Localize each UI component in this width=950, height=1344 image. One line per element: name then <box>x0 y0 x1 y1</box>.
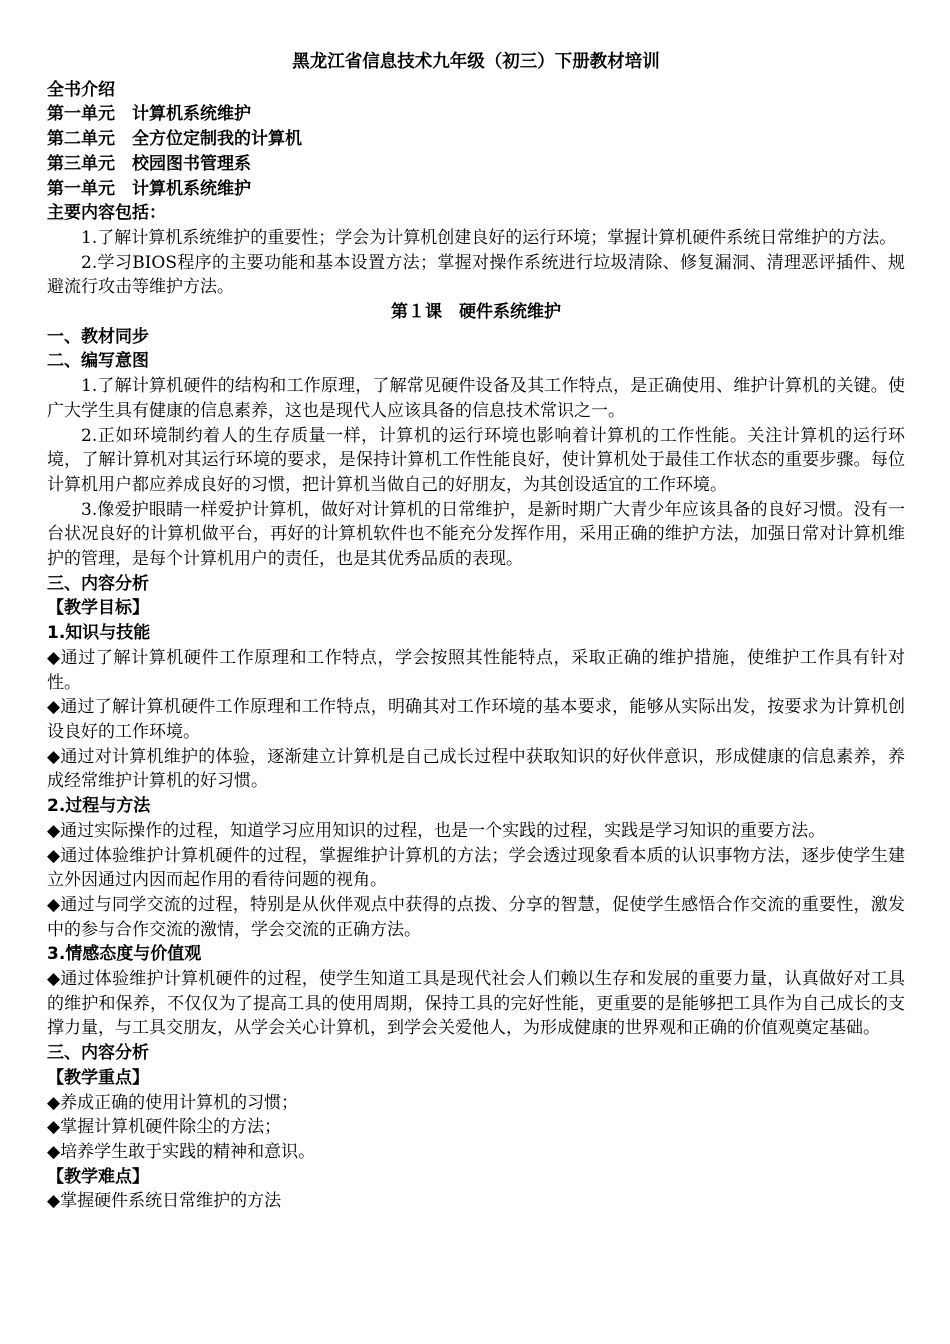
goals-heading: 【教学目标】 <box>47 598 149 619</box>
key-point-item: ◆培养学生敢于实践的精神和意识。 <box>47 1141 316 1162</box>
intent-paragraph-2: 2.正如环境制约着人的生存质量一样，计算机的运行环境也影响着计算机的工作性能。关注计算机的运行环境，了解计算机对其运行环境的要求，是保持计算机工作性能良好，使计算机处于最佳工作状态的重要步骤。每位计算机用户都应养成良好的习惯，把计算机当做自己的好朋友，为其创设适宜的工作环境。 <box>47 425 905 495</box>
intro-heading: 全书介绍 <box>47 79 115 100</box>
goal2-item: ◆通过与同学交流的过程，特别是从伙伴观点中获得的点拨、分享的智慧，促使学生感悟合作交流的重要性，激发中的参与合作交流的激情，学会交流的正确方法。 <box>47 894 905 940</box>
unit-line-1: 第一单元 计算机系统维护 <box>47 104 251 125</box>
goal3-heading: 3.情感态度与价值观 <box>47 944 202 965</box>
key-point-item: ◆养成正确的使用计算机的习惯； <box>47 1092 299 1113</box>
main-point-2: 2.学习BIOS程序的主要功能和基本设置方法；掌握对操作系统进行垃圾清除、修复漏洞、清理恶评插件、规避流行攻击等维护方法。 <box>47 252 905 298</box>
unit-line-2: 第二单元 全方位定制我的计算机 <box>47 129 302 150</box>
unit-line-3: 第三单元 校园图书管理系 <box>47 153 251 174</box>
goal1-item: ◆通过对计算机维护的体验，逐渐建立计算机是自己成长过程中获取知识的好伙伴意识，形成健康的信息素养，养成经常维护计算机的好习惯。 <box>47 746 905 792</box>
document-title: 黑龙江省信息技术九年级（初三）下册教材培训 <box>292 52 660 72</box>
difficult-points-heading: 【教学难点】 <box>47 1166 149 1187</box>
key-points-heading: 【教学重点】 <box>47 1067 149 1088</box>
intent-paragraph-3: 3.像爱护眼睛一样爱护计算机，做好对计算机的日常维护，是新时期广大青少年应该具备的良好习惯。没有一台状况良好的计算机做平台，再好的计算机软件也不能充分发挥作用，采用正确的维护方法，加强日常对计算机维护的管理，是每个计算机用户的责任，也是其优秀品质的表现。 <box>47 499 905 570</box>
main-point-1: 1.了解计算机系统维护的重要性；学会为计算机创建良好的运行环境；掌握计算机硬件系统日常维护的方法。 <box>81 227 897 248</box>
goal3-item: ◆通过体验维护计算机硬件的过程，使学生知道工具是现代社会人们赖以生存和发展的重要力量，认真做好对工具的维护和保养，不仅仅为了提高工具的使用周期，保持工具的完好性能，更重要的是能够把工具作为自己成长的支撑力量，与工具交朋友，从学会关心计算机，到学会关爱他人，为形成健康的世界观和正确的价值观奠定基础。 <box>47 969 905 1039</box>
main-content-heading: 主要内容包括： <box>47 203 166 224</box>
unit-line-4: 第一单元 计算机系统维护 <box>47 178 251 199</box>
goal1-item: ◆通过了解计算机硬件工作原理和工作特点，学会按照其性能特点，采取正确的维护措施，使维护工作具有针对性。 <box>47 647 905 693</box>
document-page <box>47 50 905 1214</box>
key-point-item: ◆掌握计算机硬件除尘的方法； <box>47 1117 282 1138</box>
intent-paragraph-1: 1.了解计算机硬件的结构和工作原理，了解常见硬件设备及其工作特点，是正确使用、维护计算机的关键。使广大学生具有健康的信息素养，这也是现代人应该具备的信息技术常识之一。 <box>47 376 905 421</box>
section-heading-sync: 一、教材同步 <box>47 326 149 347</box>
goal1-item: ◆通过了解计算机硬件工作原理和工作特点，明确其对工作环境的基本要求，能够从实际出发，按要求为计算机创设良好的工作环境。 <box>47 697 905 742</box>
section-heading-intent: 二、编写意图 <box>47 351 149 372</box>
section-heading-analysis-2: 三、内容分析 <box>47 1043 149 1064</box>
difficult-point-item: ◆掌握硬件系统日常维护的方法 <box>47 1191 282 1212</box>
lesson-title: 第１课 硬件系统维护 <box>391 302 561 323</box>
section-heading-analysis: 三、内容分析 <box>47 573 149 594</box>
goal2-heading: 2.过程与方法 <box>47 796 151 817</box>
goal2-item: ◆通过实际操作的过程，知道学习应用知识的过程，也是一个实践的过程，实践是学习知识的重要方法。 <box>47 820 826 841</box>
goal1-heading: 1.知识与技能 <box>47 623 151 644</box>
goal2-item: ◆通过体验维护计算机硬件的过程，掌握维护计算机的方法；学会透过现象看本质的认识事物方法，逐步使学生建立外因通过内因而起作用的看待问题的视角。 <box>47 845 905 891</box>
